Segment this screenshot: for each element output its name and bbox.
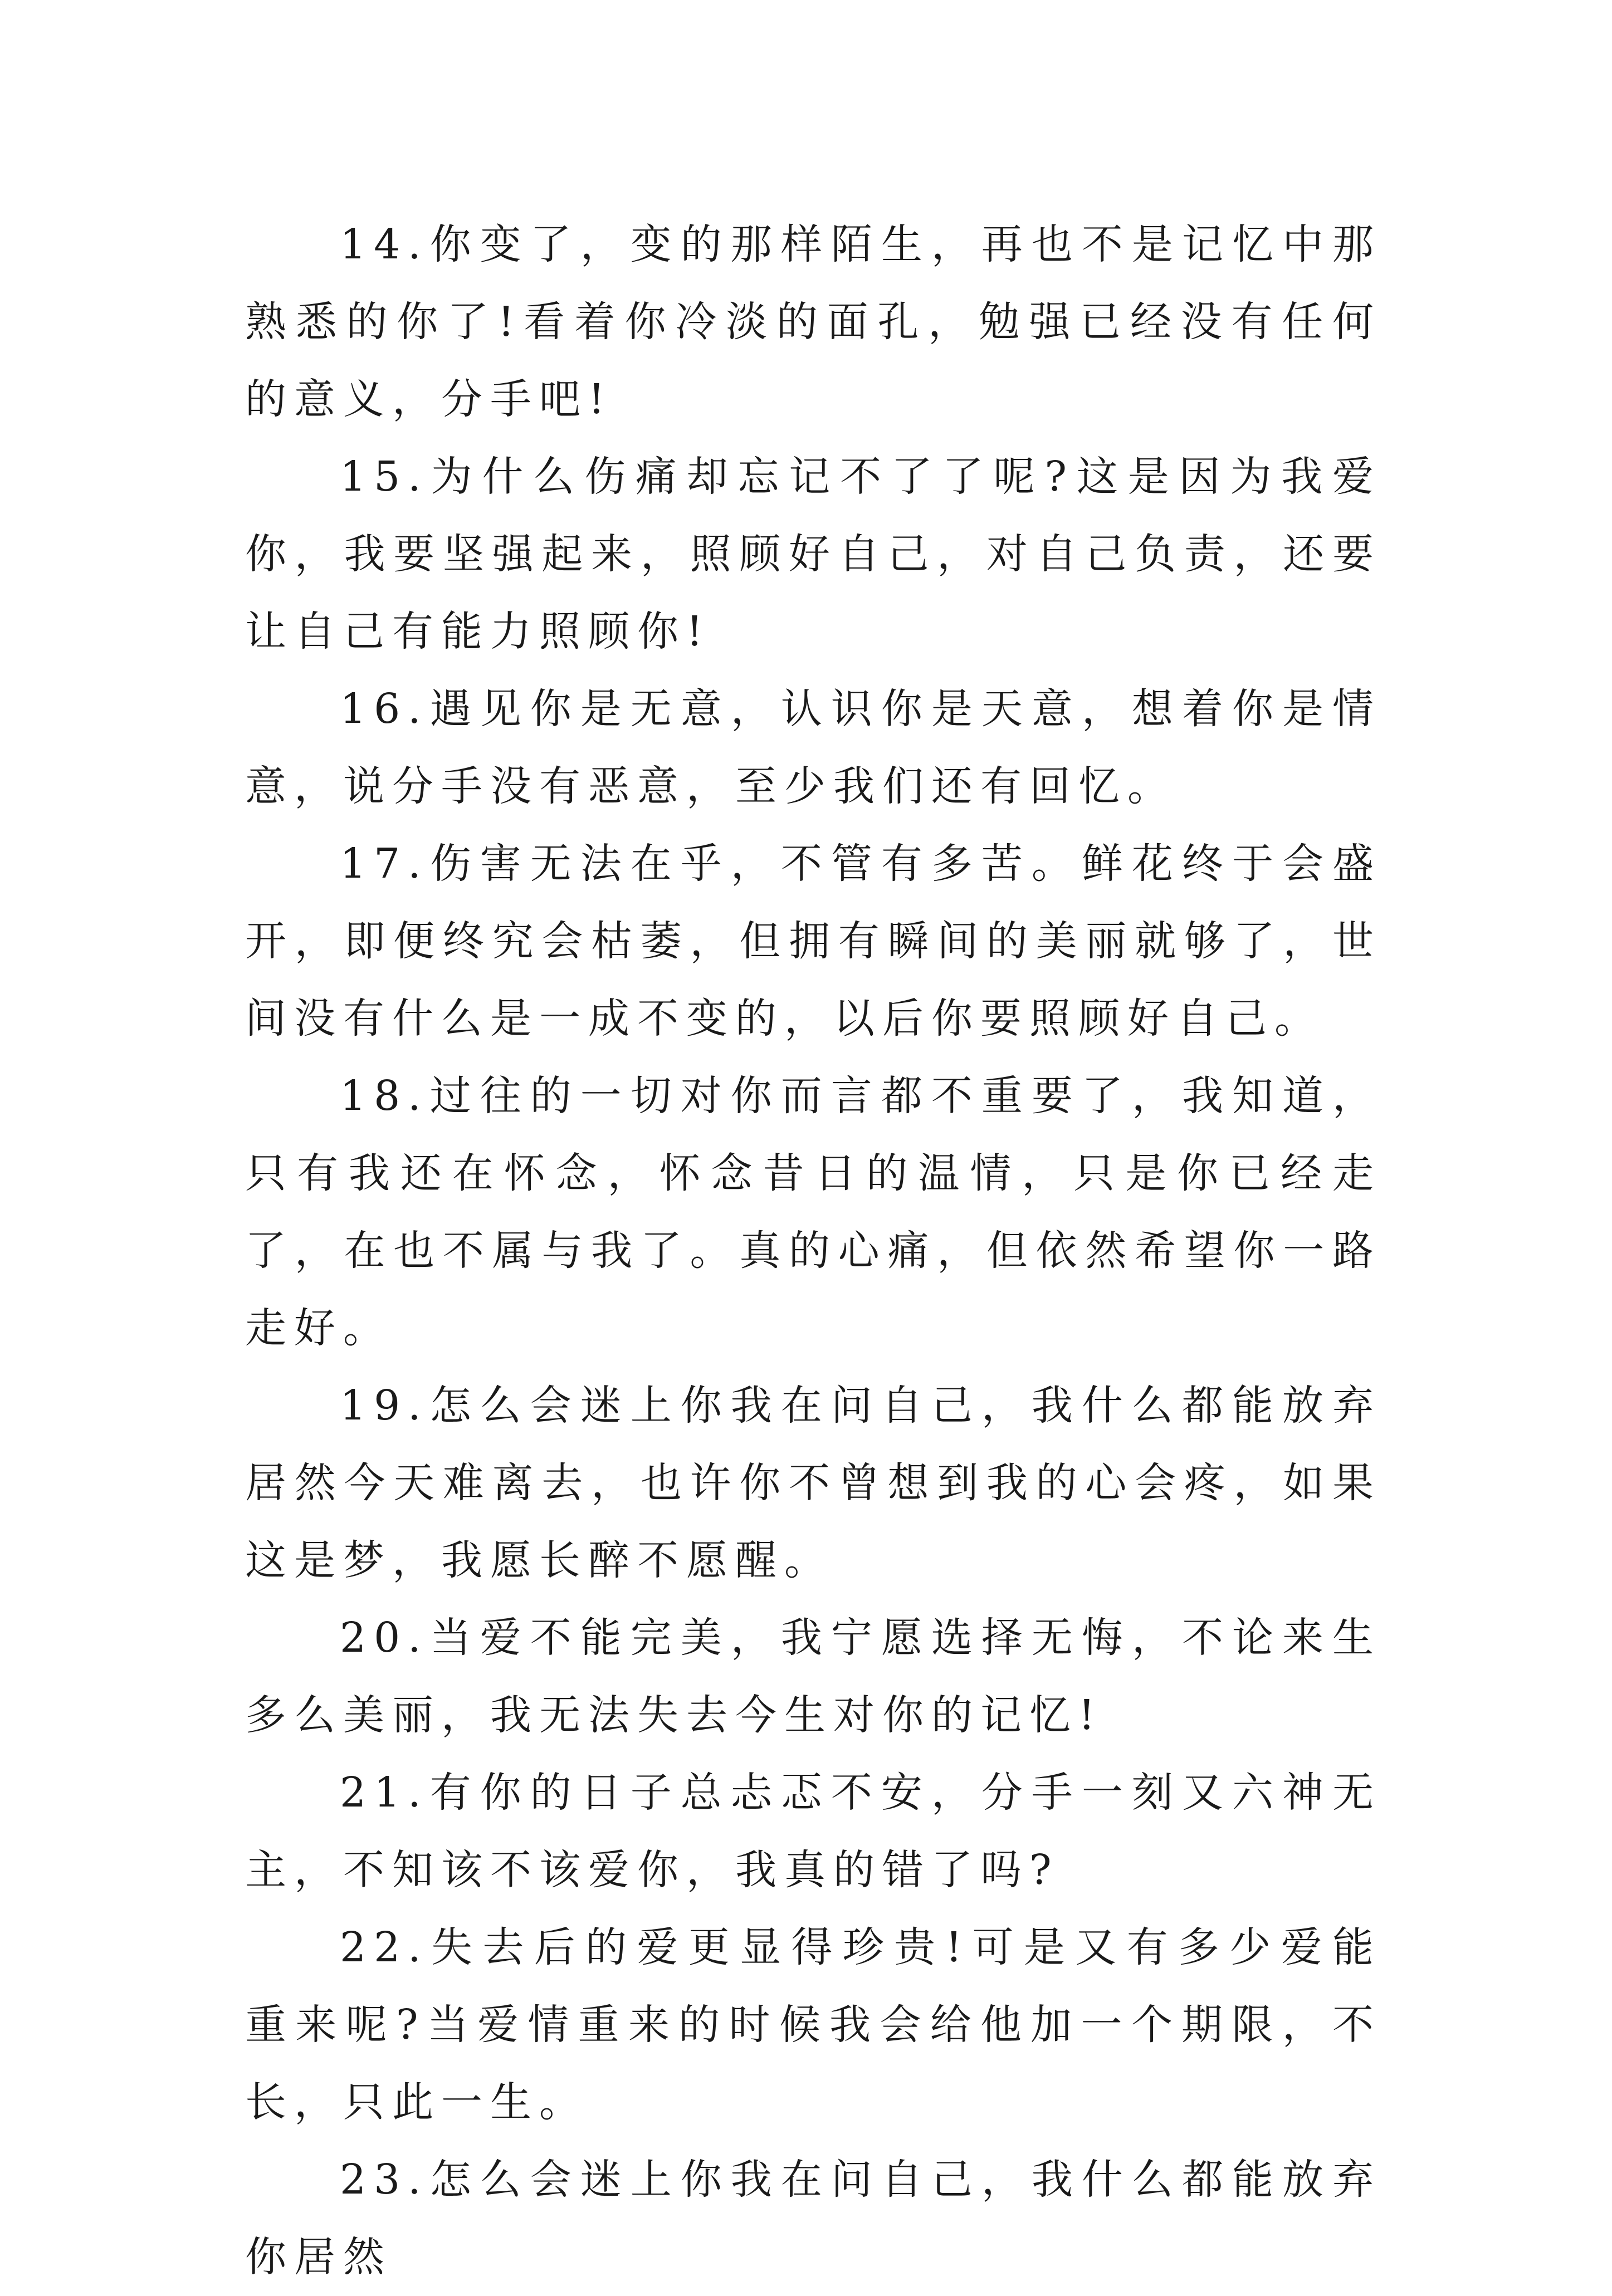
paragraph-21: 21.有你的日子总忐忑不安，分手一刻又六神无主，不知该不该爱你，我真的错了吗? <box>245 1769 1381 1894</box>
paragraph-16: 16.遇见你是无意，认识你是天意，想着你是情意，说分手没有恶意，至少我们还有回忆。 <box>245 685 1381 810</box>
paragraph-14: 14.你变了，变的那样陌生，再也不是记忆中那熟悉的你了!看着你冷淡的面孔，勉强已经没有任何的意义，分手吧! <box>245 221 1381 423</box>
document-body <box>245 206 1381 2296</box>
paragraph-23: 23.怎么会迷上你我在问自己，我什么都能放弃你居然 <box>245 2156 1381 2281</box>
paragraph-19: 19.怎么会迷上你我在问自己，我什么都能放弃居然今天难离去，也许你不曾想到我的心会疼，如果这是梦，我愿长醉不愿醒。 <box>245 1382 1381 1584</box>
paragraph-22: 22.失去后的爱更显得珍贵!可是又有多少爱能重来呢?当爱情重来的时候我会给他加一个期限，不长，只此一生。 <box>245 1923 1381 2126</box>
paragraph-20: 20.当爱不能完美，我宁愿选择无悔，不论来生多么美丽，我无法失去今生对你的记忆! <box>245 1614 1381 1739</box>
paragraph-17: 17.伤害无法在乎，不管有多苦。鲜花终于会盛开，即便终究会枯萎，但拥有瞬间的美丽就够了，世间没有什么是一成不变的，以后你要照顾好自己。 <box>245 840 1381 1042</box>
paragraph-15: 15.为什么伤痛却忘记不了了呢?这是因为我爱你，我要坚强起来，照顾好自己，对自己负责，还要让自己有能力照顾你! <box>245 453 1381 655</box>
paragraph-18: 18.过往的一切对你而言都不重要了，我知道，只有我还在怀念，怀念昔日的温情，只是你已经走了，在也不属与我了。真的心痛，但依然希望你一路走好。 <box>245 1072 1381 1352</box>
